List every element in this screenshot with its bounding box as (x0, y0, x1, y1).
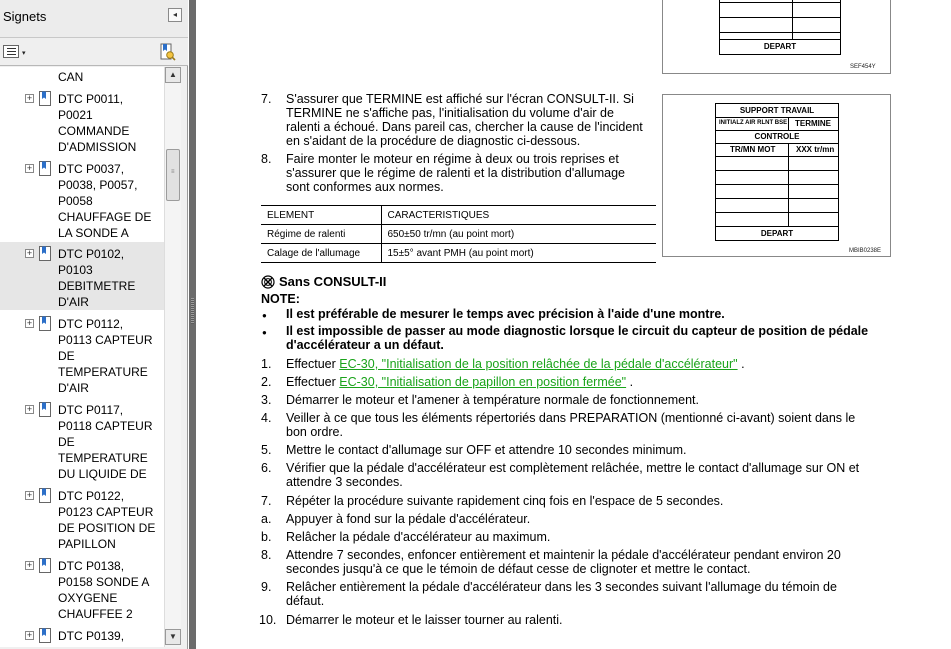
step-b-text (286, 530, 926, 544)
scroll-up-button[interactable] (165, 67, 181, 83)
expand-icon[interactable]: + (26, 93, 33, 103)
step-number: 10. (259, 613, 277, 627)
steps-bottom (196, 357, 936, 637)
table-row (261, 244, 656, 263)
start-button-label: DEPART (763, 42, 797, 51)
bookmark-icon (39, 161, 51, 176)
step-number: 1. (261, 357, 272, 371)
bookmark-label-line: P0158 SONDE A (58, 575, 150, 589)
text-line: sont conformes aux normes. (286, 180, 444, 194)
step-6-text (286, 461, 926, 489)
table-cell: Calage de l'allumage (261, 244, 381, 263)
text-line: Démarrer le moteur et le laisser tourner au ralenti. (286, 613, 563, 627)
bullet-icon: ● (262, 328, 267, 337)
text-suffix: . (737, 357, 745, 371)
options-menu-button[interactable] (3, 44, 29, 60)
complete-status: TERMINE (795, 119, 831, 128)
text-line: défaut. (286, 594, 325, 608)
bookmark-label-line: P0118 CAPTEUR (58, 419, 153, 433)
bookmark-item[interactable] (0, 312, 164, 396)
bookmark-label-line: TEMPERATURE (58, 365, 148, 379)
bookmark-label-line: OXYGENE (58, 591, 118, 605)
text-line: Répéter la procédure suivante rapidement cinq fois en l'espace de 5 secondes. (286, 494, 724, 508)
panel-splitter[interactable] (189, 0, 196, 649)
bookmark-icon (39, 91, 51, 106)
bookmark-label-line: DE (58, 435, 75, 449)
engine-speed-value: XXX tr/mn (796, 145, 835, 154)
text-suffix: . (626, 375, 634, 389)
step-number: 8. (261, 152, 272, 166)
initialize-label: INITIALZ AIR RLNT BSE (719, 120, 788, 126)
step-number: 4. (261, 411, 272, 425)
note-label: NOTE: (261, 292, 300, 306)
text-line: Relâcher la pédale d'accélérateur au maximum. (286, 530, 551, 544)
bookmark-label-partial[interactable]: CAN (58, 70, 84, 84)
bookmark-label-line: P0021 (58, 108, 93, 122)
find-bookmark-button[interactable] (158, 43, 176, 61)
table-cell: 650±50 tr/mn (au point mort) (381, 225, 656, 244)
grip-icon: ≡ (171, 169, 175, 175)
bookmark-label-line: PAPILLON (58, 537, 116, 551)
step-4-text (286, 411, 926, 439)
text-line: S'assurer que TERMINE est affiché sur l'écran CONSULT-II. Si (286, 92, 634, 106)
collapse-panel-button[interactable]: ◂ (168, 8, 182, 22)
chevron-down-icon: ▾ (22, 50, 26, 57)
text-line: Attendre 7 secondes, enfoncer entièrement et maintenir la pédale d'accélérateur pendant environ 20 (286, 548, 841, 562)
text-line: Appuyer à fond sur la pédale d'accélérateur. (286, 512, 531, 526)
note-bullet-2 (286, 324, 926, 352)
bookmark-tree (0, 67, 164, 647)
bookmark-label (58, 91, 162, 155)
bookmark-label-line: DTC P0139, (58, 629, 125, 643)
bookmark-label (58, 161, 162, 241)
step-10-text (286, 613, 926, 627)
bookmark-label-line: DE POSITION DE (58, 521, 156, 535)
bookmark-item[interactable] (0, 554, 164, 622)
step-3-text (286, 393, 926, 407)
bookmark-label-line: P0123 CAPTEUR (58, 505, 154, 519)
text-line: ralenti a échoué. Dans pareil cas, chercher la cause de l'incident (286, 120, 643, 134)
bookmark-label-line: DTC P0037, (58, 162, 125, 176)
text-line: Il est préférable de mesurer le temps avec précision à l'aide d'une montre. (286, 307, 725, 321)
bookmark-label (58, 558, 162, 622)
text-prefix: Effectuer (286, 375, 340, 389)
section-title: Sans CONSULT-II (279, 274, 387, 289)
table-header-row (261, 206, 656, 225)
bookmark-label-line: P0058 (58, 194, 93, 208)
start-button-label: DEPART (760, 229, 794, 238)
no-consult-icon (261, 275, 275, 289)
text-line: Il est impossible de passer au mode diagnostic lorsque le circuit du capteur de position de pédale (286, 324, 869, 338)
bookmarks-panel-title: Signets (3, 9, 47, 24)
bookmark-label-line: DTC P0117, (58, 403, 124, 417)
header-cell: ELEMENT (261, 206, 381, 225)
table-row (261, 225, 656, 244)
work-support-screen (715, 103, 839, 241)
engine-speed-label: TR/MN MOT (730, 145, 776, 154)
bookmark-item[interactable] (0, 242, 164, 310)
bookmark-label-line: DTC P0011, (58, 92, 124, 106)
step-number: 8. (261, 548, 272, 562)
step-number: b. (261, 530, 272, 544)
expand-icon[interactable]: + (26, 560, 33, 570)
text-line: Relâcher entièrement la pédale d'accélérateur dans les 3 secondes suivant l'allumage du témoin de (286, 580, 837, 594)
bookmark-icon (39, 316, 51, 331)
figure-caption: MBIB0238E (849, 248, 882, 254)
bookmark-icon (39, 246, 51, 261)
text-line: bon ordre. (286, 425, 343, 439)
bullet-icon: ● (262, 311, 267, 320)
bookmark-label-line: P0038, P0057, (58, 178, 138, 192)
bookmark-label-line: D'AIR (58, 295, 89, 309)
step-9-text (286, 580, 926, 608)
document-page (196, 0, 951, 649)
link-ec30-pedal-init[interactable]: EC-30, "Initialisation de la position relâchée de la pédale d'accélérateur" (339, 357, 738, 371)
text-line: s'assurer que le régime de ralenti et la distribution d'allumage (286, 166, 625, 180)
bookmark-icon (39, 488, 51, 503)
step-a-text (286, 512, 926, 526)
text-line: Vérifier que la pédale d'accélérateur est complètement relâchée, mettre le contact d'allumage sur ON et (286, 461, 860, 475)
table-cell: Régime de ralenti (261, 225, 381, 244)
bookmarks-panel (0, 0, 188, 649)
bookmarks-toolbar (0, 38, 188, 66)
bookmark-item[interactable] (0, 398, 164, 482)
text-line: secondes jusqu'à ce que le témoin de défaut cesse de clignoter et mettre le contact. (286, 562, 751, 576)
monitor-label: CONTROLE (754, 132, 800, 141)
spec-table (261, 205, 656, 263)
bookmark-search-icon (158, 43, 176, 61)
step-7b-text (286, 494, 926, 508)
chevron-down-icon: ▼ (169, 632, 177, 641)
bookmark-label (58, 316, 162, 396)
text-prefix: Effectuer (286, 357, 340, 371)
bookmark-icon (39, 402, 51, 417)
note-bullet-1 (286, 307, 926, 321)
text-line: Démarrer le moteur et l'amener à température normale de fonctionnement. (286, 393, 700, 407)
bookmark-label (58, 488, 162, 552)
bookmark-label-line: P0103 (58, 263, 93, 277)
expand-icon[interactable]: + (26, 490, 33, 500)
text-line: d'accélérateur a un défaut. (286, 338, 444, 352)
step-number: 2. (261, 375, 272, 389)
screen-mockup (719, 0, 841, 55)
step-number: 7. (261, 494, 272, 508)
bookmark-label (58, 628, 162, 644)
bookmark-label-line: DE (58, 349, 75, 363)
bookmark-label-line: DTC P0122, (58, 489, 125, 503)
expand-icon[interactable]: + (26, 163, 33, 173)
figure-work-support (662, 94, 891, 257)
bookmark-label-line: CHAUFFAGE DE (58, 210, 152, 224)
bookmark-item[interactable] (0, 484, 164, 552)
bookmarks-panel-header (0, 0, 188, 38)
bookmark-label-line: D'ADMISSION (58, 140, 137, 154)
expand-icon[interactable]: + (26, 630, 33, 640)
bookmark-label (58, 402, 162, 482)
expand-icon[interactable]: + (26, 248, 33, 258)
text-line: Mettre le contact d'allumage sur OFF et attendre 10 secondes minimum. (286, 443, 687, 457)
step-8-text (286, 152, 655, 194)
text-line: attendre 3 secondes. (286, 475, 403, 489)
figure-consult-screen-top (662, 0, 891, 74)
step-8b-text (286, 548, 926, 576)
bookmark-label-line: P0113 CAPTEUR (58, 333, 153, 347)
bookmark-label-line: DTC P0138, (58, 559, 125, 573)
header-cell: CARACTERISTIQUES (381, 206, 656, 225)
bookmark-item[interactable] (0, 157, 164, 241)
bookmark-label-line: COMMANDE (58, 124, 130, 138)
bookmark-label-line: D'AIR (58, 381, 89, 395)
bookmark-icon (39, 628, 51, 643)
chevron-up-icon: ▲ (169, 70, 177, 79)
text-line: TERMINE ne s'affiche pas, l'initialisation du volume d'air de (286, 106, 614, 120)
bookmark-icon (39, 558, 51, 573)
bookmark-label-line: DEBITMETRE (58, 279, 136, 293)
step-7-text (286, 92, 655, 148)
step-number: 3. (261, 393, 272, 407)
bookmark-label-line: CHAUFFEE 2 (58, 607, 133, 621)
text-line: Veiller à ce que tous les éléments répertoriés dans PREPARATION (mentionné ci-avant) soient dans le (286, 411, 856, 425)
table-cell: 15±5° avant PMH (au point mort) (381, 244, 656, 263)
bookmark-label-line: DTC P0112, (58, 317, 124, 331)
splitter-grip-icon (191, 298, 194, 324)
step-2-text (286, 375, 926, 389)
expand-icon[interactable]: + (26, 404, 33, 414)
bookmark-item[interactable] (0, 87, 164, 155)
expand-icon[interactable]: + (26, 318, 33, 328)
text-line: en s'aidant de la procédure de diagnostic ci-dessous. (286, 134, 581, 148)
step-5-text (286, 443, 926, 457)
bookmark-label-line: LA SONDE A (58, 226, 129, 240)
bookmark-label (58, 246, 162, 310)
step-number: 9. (261, 580, 272, 594)
bookmark-label-line: DTC P0102, (58, 247, 125, 261)
figure-caption: SEF454Y (850, 64, 876, 70)
scroll-down-button[interactable] (165, 629, 181, 645)
step-1-text (286, 357, 926, 371)
bookmark-scrollbar[interactable] (164, 67, 181, 647)
step-number: 6. (261, 461, 272, 475)
list-options-icon (3, 45, 19, 58)
work-support-title: SUPPORT TRAVAIL (739, 106, 815, 115)
step-number: 5. (261, 443, 272, 457)
text-line: Faire monter le moteur en régime à deux ou trois reprises et (286, 152, 619, 166)
scrollbar-thumb[interactable] (166, 149, 180, 201)
link-ec30-throttle-init[interactable]: EC-30, "Initialisation de papillon en position fermée" (339, 375, 627, 389)
step-number: 7. (261, 92, 272, 106)
bookmark-label-line: TEMPERATURE (58, 451, 148, 465)
step-number: a. (261, 512, 272, 526)
bookmark-label-line: DU LIQUIDE DE (58, 467, 147, 481)
bookmark-item[interactable] (0, 624, 164, 644)
